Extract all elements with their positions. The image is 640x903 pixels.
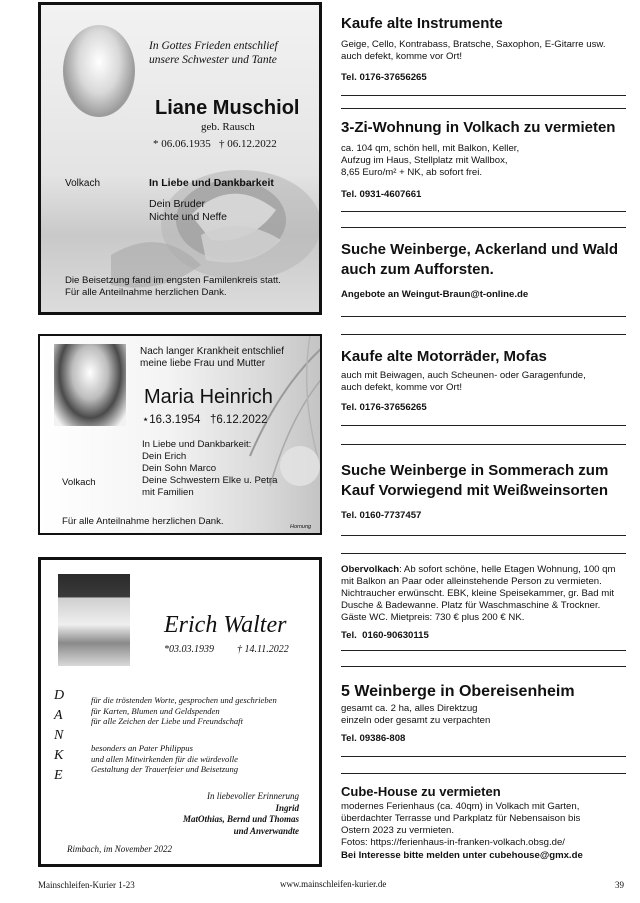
deceased-name: Liane Muschiol bbox=[155, 97, 300, 119]
danke-letter: E bbox=[54, 768, 63, 783]
ad-line: einzeln oder gesamt zu verpachten bbox=[341, 715, 491, 726]
thanks-line: Gestaltung der Trauerfeier und Beisetzung bbox=[91, 764, 239, 774]
ad-email[interactable]: Angebote an Weingut-Braun@t-online.de bbox=[341, 289, 529, 300]
ad-line: Aufzug im Haus, Stellplatz mit Wallbox, bbox=[341, 155, 508, 166]
ad-line[interactable]: Fotos: https://ferienhaus-in-franken-volkach.obsg.de/ bbox=[341, 837, 565, 848]
thanks-line: und allen Mitwirkenden für die würdevolle bbox=[91, 753, 238, 764]
ad-title: Cube-House zu vermieten bbox=[341, 784, 501, 799]
divider bbox=[341, 773, 626, 774]
place: Volkach bbox=[62, 477, 96, 488]
danke-letter: A bbox=[54, 708, 63, 723]
ad-phone: Tel. 0160-90630115 bbox=[341, 630, 429, 641]
portrait-photo bbox=[63, 25, 135, 117]
thanks-line: besonders an Pater Philippus bbox=[91, 743, 193, 753]
memory-line: In liebevoller Erinnerung bbox=[207, 791, 299, 801]
intro-line: meine liebe Frau und Mutter bbox=[140, 358, 266, 369]
footer-website[interactable]: www.mainschleifen-kurier.de bbox=[280, 879, 387, 889]
danke-letter: D bbox=[54, 688, 65, 703]
ad-lead: Obervolkach bbox=[341, 564, 400, 575]
danke-vertical bbox=[54, 686, 64, 786]
family-line: Nichte und Neffe bbox=[149, 211, 228, 223]
signer-line: und Anverwandte bbox=[233, 825, 299, 836]
ad-title: Kaufe alte Motorräder, Mofas bbox=[341, 348, 547, 365]
ad-lead-rest: : Ab sofort schöne, helle Etagen Wohnung, 100 qm bbox=[399, 564, 616, 575]
page-number: 39 bbox=[615, 880, 624, 890]
obituary-liane-muschiol bbox=[38, 2, 322, 315]
life-dates: * 06.06.1935 † 06.12.2022 bbox=[153, 138, 277, 150]
divider bbox=[341, 227, 626, 228]
ad-line bbox=[341, 564, 633, 576]
ad-line: modernes Ferienhaus (ca. 40qm) in Volkach mit Garten, bbox=[341, 801, 580, 812]
obituary-erich-walter bbox=[38, 557, 322, 867]
intro-line: Nach langer Krankheit entschlief bbox=[140, 346, 284, 357]
birth-date: *03.03.1939 bbox=[164, 644, 214, 655]
intro-line: unsere Schwester und Tante bbox=[149, 54, 277, 66]
ad-phone: Tel. 0176-37656265 bbox=[341, 72, 427, 83]
ad-line: ca. 104 qm, schön hell, mit Balkon, Keller, bbox=[341, 143, 520, 154]
intro-line: In Gottes Frieden entschlief bbox=[149, 40, 278, 52]
danke-letter: N bbox=[54, 728, 64, 743]
thanks-line: für Karten, Blumen und Geldspenden bbox=[91, 705, 220, 716]
thanks-heading: In Liebe und Dankbarkeit: bbox=[142, 439, 252, 450]
ad-phone: Tel. 0931-4607661 bbox=[341, 189, 422, 200]
footer-line: Die Beisetzung fand im engsten Familenkreis statt. bbox=[65, 275, 281, 286]
place-date: Rimbach, im November 2022 bbox=[67, 844, 172, 854]
ad-line: auch mit Beiwagen, auch Scheunen- oder Garagenfunde, bbox=[341, 370, 586, 381]
family-line: Deine Schwestern Elke u. Petra bbox=[142, 475, 278, 486]
ad-line: Nichtraucher erwünscht. EBK, kleine Speisekammer, gr. Bad mit bbox=[341, 588, 615, 599]
ad-line: mit Balkon an Paar oder alleinstehende Person zu vermieten. bbox=[341, 576, 602, 587]
divider bbox=[341, 666, 626, 667]
danke-letter: K bbox=[54, 748, 64, 763]
footer-line: Für alle Anteilnahme herzlichen Dank. bbox=[62, 516, 224, 527]
divider bbox=[341, 650, 626, 651]
divider bbox=[341, 316, 626, 317]
divider bbox=[341, 95, 626, 96]
divider bbox=[341, 444, 626, 445]
ad-line: Dusche & Badewanne. Platz für Waschmaschine & Trockner. bbox=[341, 600, 601, 611]
maiden-name: geb. Rausch bbox=[201, 121, 255, 133]
ad-phone: Tel. 0176-37656265 bbox=[341, 402, 427, 413]
thanks-heading: In Liebe und Dankbarkeit bbox=[149, 177, 274, 189]
ad-phone: Tel. 0160-7737457 bbox=[341, 510, 422, 521]
divider bbox=[341, 756, 626, 757]
ad-line: 8,65 Euro/m² + NK, ab sofort frei. bbox=[341, 167, 483, 178]
ad-line: Gäste WC. Mietpreis: 730 € plus 200 € NK. bbox=[341, 612, 525, 623]
death-date: † 14.11.2022 bbox=[237, 644, 289, 655]
deceased-name: Maria Heinrich bbox=[144, 386, 273, 408]
divider bbox=[341, 334, 626, 335]
ad-title: 5 Weinberge in Obereisenheim bbox=[341, 683, 575, 700]
signer-line: Ingrid bbox=[275, 802, 299, 813]
signer-line: MatOthias, Bernd und Thomas bbox=[182, 814, 299, 824]
thanks-line: für alle Zeichen der Liebe und Freundschaft bbox=[91, 716, 243, 726]
ad-line: überdachter Terrasse und Parkplatz für Nebensaison bis bbox=[341, 813, 581, 824]
ad-title: Kaufe alte Instrumente bbox=[341, 15, 503, 32]
ad-line: auch defekt, komme vor Ort! bbox=[341, 51, 463, 62]
divider bbox=[341, 211, 626, 212]
ad-line: auch defekt, komme vor Ort! bbox=[341, 382, 463, 393]
ad-line: Ostern 2023 zu vermieten. bbox=[341, 825, 455, 836]
portrait-photo bbox=[58, 574, 130, 666]
ad-phone: Tel. 09386-808 bbox=[341, 733, 406, 744]
ad-title: Suche Weinberge, Ackerland und Wald auch zum Aufforsten. bbox=[341, 241, 618, 278]
divider bbox=[341, 425, 626, 426]
divider bbox=[341, 535, 626, 536]
obituary-maria-heinrich bbox=[38, 334, 322, 535]
family-line: mit Familien bbox=[142, 487, 194, 498]
footer-publication: Mainschleifen-Kurier 1-23 bbox=[38, 880, 135, 890]
family-line: Dein Bruder bbox=[149, 198, 206, 210]
family-line: Dein Erich bbox=[142, 451, 187, 462]
thanks-line: für die tröstenden Worte, gesprochen und geschrieben bbox=[91, 695, 277, 705]
signature-mark: Hornung bbox=[290, 524, 312, 530]
divider bbox=[341, 553, 626, 554]
deceased-name: Erich Walter bbox=[164, 612, 287, 638]
ad-title: 3-Zi-Wohnung in Volkach zu vermieten bbox=[341, 119, 616, 136]
ad-title: Suche Weinberge in Sommerach zum Kauf Vorwiegend mit Weißweinsorten bbox=[341, 462, 609, 499]
life-dates: ⋆16.3.1954 †6.12.2022 bbox=[142, 414, 268, 426]
ad-line: Geige, Cello, Kontrabass, Bratsche, Saxophon, E-Gitarre usw. bbox=[341, 39, 606, 50]
footer-line: Für alle Anteilnahme herzlichen Dank. bbox=[65, 287, 227, 298]
ad-line: gesamt ca. 2 ha, alles Direktzug bbox=[341, 703, 478, 714]
ad-contact[interactable]: Bei Interesse bitte melden unter cubehouse@gmx.de bbox=[341, 850, 583, 861]
family-line: Dein Sohn Marco bbox=[142, 463, 217, 474]
place: Volkach bbox=[65, 178, 101, 189]
divider bbox=[341, 108, 626, 109]
portrait-photo bbox=[54, 344, 126, 426]
